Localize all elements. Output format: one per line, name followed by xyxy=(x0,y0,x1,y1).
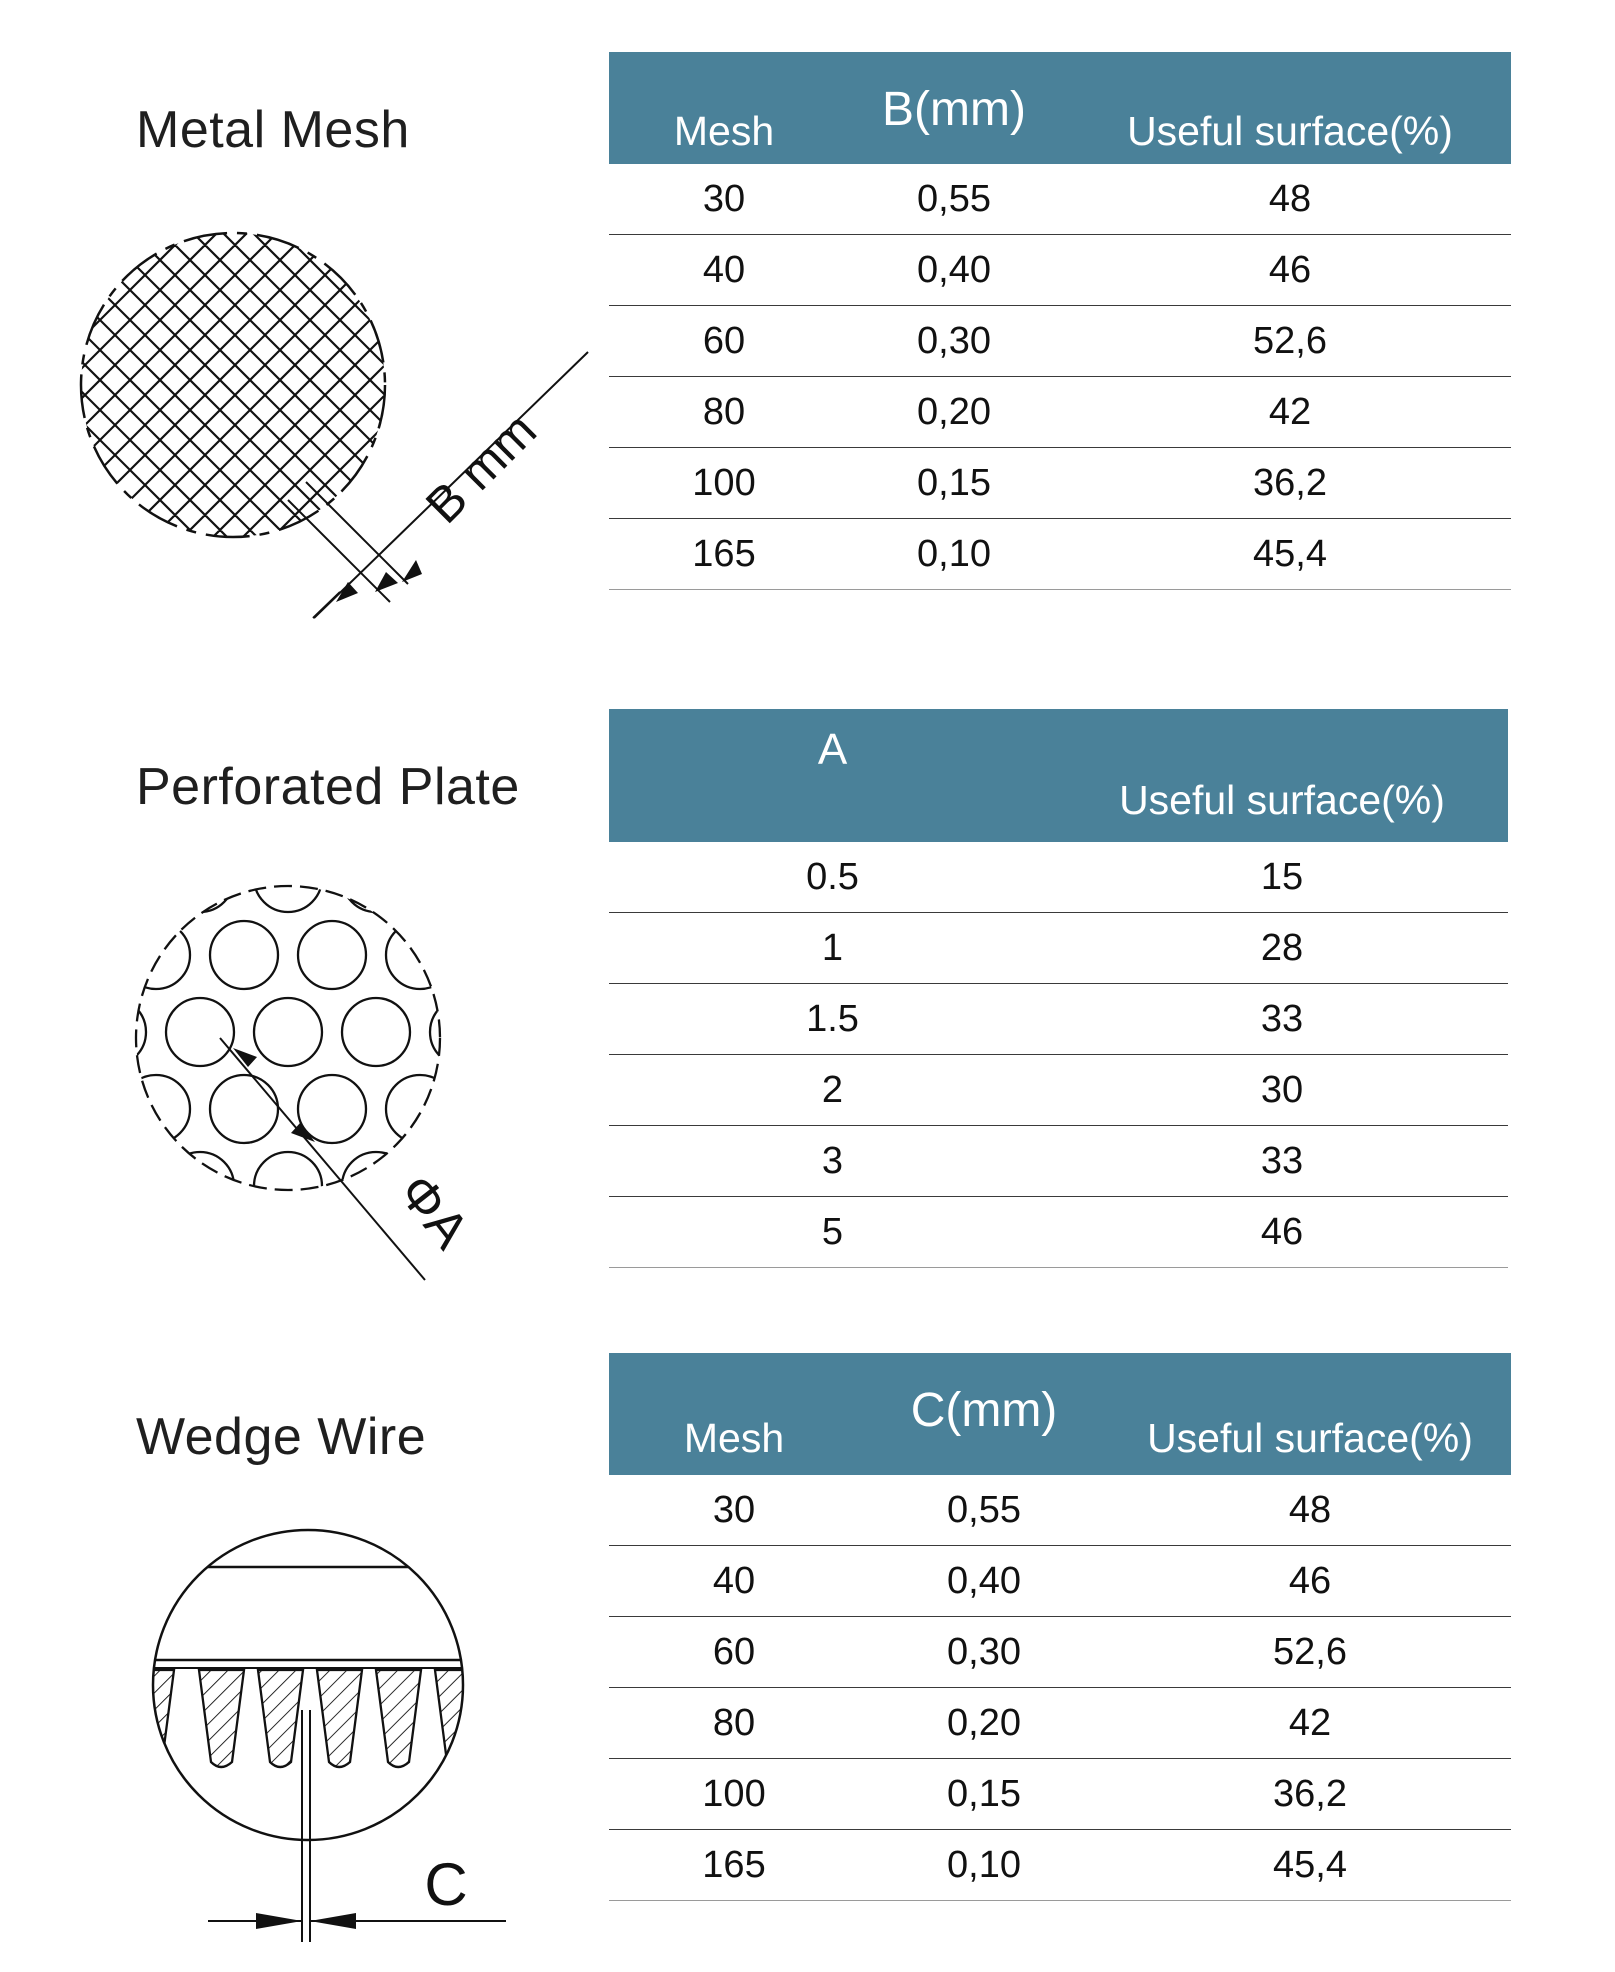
wedge-wire-title: Wedge Wire xyxy=(136,1408,427,1466)
table-row: 165 0,10 45,4 xyxy=(609,519,1511,590)
table-row: 30 0,55 48 xyxy=(609,164,1511,235)
wedge-dim-label: C xyxy=(424,1851,468,1918)
mesh-dim-label: B mm xyxy=(415,402,547,534)
mesh-outline xyxy=(81,233,385,537)
c-col-header: C(mm) xyxy=(859,1353,1109,1475)
metal-mesh-table xyxy=(609,52,1511,590)
wedge-profiles xyxy=(150,1567,480,1767)
metal-mesh-diagram xyxy=(60,210,620,640)
mesh-col-header: Mesh xyxy=(609,52,839,164)
perforated-plate-title: Perforated Plate xyxy=(136,758,520,816)
table-row: 100 0,15 36,2 xyxy=(609,448,1511,519)
plate-dim-label: ΦA xyxy=(387,1163,480,1260)
a-col-header: A xyxy=(609,709,1056,842)
table-row: 40 0,40 46 xyxy=(609,235,1511,306)
table-row: 40 0,40 46 xyxy=(609,1546,1511,1617)
table-row: 2 30 xyxy=(609,1055,1508,1126)
table-row: 80 0,20 42 xyxy=(609,377,1511,448)
plate-dimension-line xyxy=(220,1038,425,1280)
table-row: 60 0,30 52,6 xyxy=(609,1617,1511,1688)
surface-col-header: Useful surface(%) xyxy=(1069,52,1511,164)
table-row: 1 28 xyxy=(609,913,1508,984)
wedge-surface-col-header: Useful surface(%) xyxy=(1109,1353,1511,1475)
metal-mesh-title: Metal Mesh xyxy=(136,101,410,159)
table-row: 100 0,15 36,2 xyxy=(609,1759,1511,1830)
table-row: 60 0,30 52,6 xyxy=(609,306,1511,377)
wedge-wire-table xyxy=(609,1353,1511,1901)
perforation-holes xyxy=(120,870,480,1220)
table-row: 1.5 33 xyxy=(609,984,1508,1055)
wedge-mesh-col-header: Mesh xyxy=(609,1353,859,1475)
plate-surface-col-header: Useful surface(%) xyxy=(1056,709,1508,842)
wedge-arrow-1 xyxy=(256,1913,302,1929)
mesh-arrow-1 xyxy=(375,572,398,592)
perforated-plate-table xyxy=(609,709,1508,1268)
perforated-plate-diagram xyxy=(120,870,480,1290)
table-row: 30 0,55 48 xyxy=(609,1475,1511,1546)
table-row: 3 33 xyxy=(609,1126,1508,1197)
mesh-grid xyxy=(60,210,620,610)
wedge-wire-diagram xyxy=(150,1510,530,1950)
table-row: 80 0,20 42 xyxy=(609,1688,1511,1759)
table-row: 5 46 xyxy=(609,1197,1508,1268)
mesh-arrow-2 xyxy=(402,560,422,582)
table-row: 165 0,10 45,4 xyxy=(609,1830,1511,1901)
wedge-arrow-2 xyxy=(310,1913,356,1929)
b-col-header: B(mm) xyxy=(839,52,1069,164)
table-row: 0.5 15 xyxy=(609,842,1508,913)
